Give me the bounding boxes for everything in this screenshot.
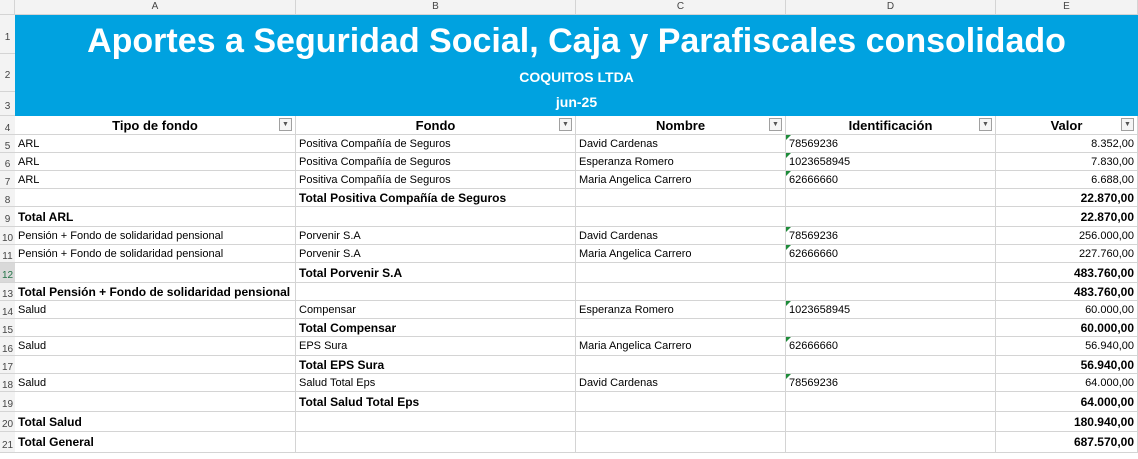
row-header[interactable]: 18 — [0, 374, 15, 392]
cell-fondo[interactable] — [296, 207, 576, 226]
cell-valor[interactable] — [996, 227, 1138, 244]
cell-text: Positiva Compañía de Seguros — [299, 137, 451, 150]
filter-dropdown-icon[interactable]: ▼ — [769, 118, 782, 131]
cell-text: Salud Total Eps — [299, 376, 376, 389]
cell-nombre[interactable] — [576, 432, 786, 452]
subtotal-row — [15, 319, 1138, 337]
cell-valor[interactable] — [996, 245, 1138, 262]
cell-text: Salud — [18, 376, 47, 389]
cell-text: Total Porvenir S.A — [299, 265, 403, 280]
cell-tipo-de-fondo[interactable] — [15, 392, 296, 411]
row-header[interactable]: 13 — [0, 283, 15, 301]
column-header-e[interactable]: E — [996, 0, 1138, 14]
table-header-row — [15, 116, 1138, 135]
cell-nombre[interactable] — [576, 135, 786, 152]
cell-identificacion[interactable] — [786, 319, 996, 336]
cell-text: Maria Angelica Carrero — [579, 340, 692, 352]
number-as-text-warning-icon[interactable] — [786, 227, 791, 232]
cell-text: Salud — [18, 340, 47, 352]
cell-text: 227.760,00 — [1078, 247, 1134, 260]
cell-text: ARL — [18, 155, 40, 168]
table-row — [15, 374, 1138, 392]
cell-tipo-de-fondo[interactable] — [15, 319, 296, 336]
row-header[interactable]: 12 — [0, 263, 15, 283]
cell-valor[interactable] — [996, 432, 1138, 452]
table-row — [15, 301, 1138, 319]
cell-text: Esperanza Romero — [579, 155, 674, 168]
total-row — [15, 283, 1138, 301]
cell-identificacion[interactable] — [786, 301, 996, 318]
cell-identificacion[interactable] — [786, 412, 996, 431]
filter-dropdown-icon[interactable]: ▼ — [559, 118, 572, 131]
cell-tipo-de-fondo[interactable] — [15, 227, 296, 244]
cell-text: 56.940,00 — [1085, 340, 1134, 352]
cell-text: Positiva Compañía de Seguros — [299, 173, 451, 186]
column-header-bar — [0, 0, 1138, 15]
cell-nombre[interactable] — [576, 263, 786, 282]
cell-text: Total Salud Total Eps — [299, 394, 420, 409]
cell-valor[interactable] — [996, 412, 1138, 431]
table-row — [15, 135, 1138, 153]
cell-valor[interactable] — [996, 135, 1138, 152]
total-row — [15, 432, 1138, 453]
cell-text: Total General — [18, 435, 94, 449]
cell-nombre[interactable] — [576, 301, 786, 318]
cell-text: David Cardenas — [579, 376, 658, 389]
cell-valor[interactable] — [996, 374, 1138, 391]
cell-nombre[interactable] — [576, 207, 786, 226]
report-period: jun-25 — [555, 94, 598, 110]
table-row — [15, 245, 1138, 263]
cell-text: Maria Angelica Carrero — [579, 247, 692, 260]
table-row — [15, 153, 1138, 171]
subtotal-row — [15, 263, 1138, 283]
cell-fondo[interactable] — [296, 337, 576, 355]
cell-text: 60.000,00 — [1085, 303, 1134, 316]
number-as-text-warning-icon[interactable] — [786, 301, 791, 306]
cell-fondo[interactable] — [296, 392, 576, 411]
row-header[interactable]: 15 — [0, 319, 15, 337]
cell-fondo[interactable] — [296, 374, 576, 391]
cell-text: David Cardenas — [579, 229, 658, 242]
cell-identificacion[interactable] — [786, 337, 996, 355]
report-banner — [15, 15, 1138, 116]
cell-nombre[interactable] — [576, 356, 786, 373]
cell-text: Maria Angelica Carrero — [579, 173, 692, 186]
cell-valor[interactable] — [996, 283, 1138, 300]
cell-tipo-de-fondo[interactable] — [15, 245, 296, 262]
cell-identificacion[interactable] — [786, 135, 996, 152]
row-header[interactable]: 4 — [0, 116, 15, 135]
cell-text: Porvenir S.A — [299, 247, 361, 260]
cell-tipo-de-fondo[interactable] — [15, 135, 296, 152]
cell-identificacion[interactable] — [786, 392, 996, 411]
cell-tipo-de-fondo[interactable] — [15, 356, 296, 373]
cell-text: Total EPS Sura — [299, 357, 385, 372]
select-all-corner[interactable] — [0, 0, 15, 14]
cell-identificacion[interactable] — [786, 432, 996, 452]
cell-text: 180.940,00 — [1073, 414, 1134, 429]
number-as-text-warning-icon[interactable] — [786, 374, 791, 379]
column-header-a[interactable]: A — [15, 0, 296, 14]
cell-valor[interactable] — [996, 207, 1138, 226]
cell-fondo[interactable] — [296, 227, 576, 244]
cell-text: Porvenir S.A — [299, 229, 361, 242]
cell-text: Esperanza Romero — [579, 303, 674, 316]
cell-fondo[interactable] — [296, 189, 576, 206]
subtotal-row — [15, 392, 1138, 412]
cell-valor[interactable] — [996, 319, 1138, 336]
cell-identificacion[interactable] — [786, 227, 996, 244]
cell-text: Total Pensión + Fondo de solidaridad pensional — [18, 284, 291, 299]
row-header[interactable]: 3 — [0, 92, 15, 116]
table-row — [15, 227, 1138, 245]
cell-text: 56.940,00 — [1080, 357, 1134, 372]
cell-valor[interactable] — [996, 153, 1138, 170]
cell-identificacion[interactable] — [786, 283, 996, 300]
company-name: COQUITOS LTDA — [519, 69, 634, 85]
cell-valor[interactable] — [996, 356, 1138, 373]
row-header[interactable]: 21 — [0, 432, 15, 453]
cell-text: EPS Sura — [299, 340, 348, 352]
cell-text: 64.000,00 — [1085, 376, 1134, 389]
cell-valor[interactable] — [996, 189, 1138, 206]
cell-identificacion[interactable] — [786, 207, 996, 226]
header-tipo-de-fondo[interactable]: Tipo de fondo ▼ — [15, 116, 296, 134]
cell-fondo[interactable] — [296, 135, 576, 152]
cell-text: Total Positiva Compañía de Seguros — [299, 190, 507, 205]
cell-fondo[interactable] — [296, 153, 576, 170]
row-header[interactable]: 16 — [0, 337, 15, 356]
cell-text: 60.000,00 — [1080, 320, 1134, 335]
cell-nombre[interactable] — [576, 412, 786, 431]
header-identificacion[interactable]: Identificación ▼ — [786, 116, 996, 134]
subtotal-row — [15, 189, 1138, 207]
cell-text: 256.000,00 — [1078, 229, 1134, 242]
column-header-d[interactable]: D — [786, 0, 996, 14]
filter-dropdown-icon[interactable]: ▼ — [279, 118, 292, 131]
cell-text: 1023658945 — [789, 303, 851, 316]
cell-tipo-de-fondo[interactable] — [15, 263, 296, 282]
cell-valor[interactable] — [996, 337, 1138, 355]
cell-valor[interactable] — [996, 171, 1138, 188]
header-nombre[interactable]: Nombre ▼ — [576, 116, 786, 134]
cell-identificacion[interactable] — [786, 374, 996, 391]
number-as-text-warning-icon[interactable] — [786, 153, 791, 158]
row-header[interactable]: 20 — [0, 412, 15, 432]
row-header[interactable]: 17 — [0, 356, 15, 374]
cell-tipo-de-fondo[interactable] — [15, 171, 296, 188]
cell-text: 6.688,00 — [1091, 173, 1134, 186]
cell-text: 687.570,00 — [1073, 435, 1134, 449]
cell-nombre[interactable] — [576, 171, 786, 188]
cell-text: Compensar — [299, 303, 356, 316]
cell-fondo[interactable] — [296, 356, 576, 373]
cell-tipo-de-fondo[interactable] — [15, 412, 296, 431]
row-header[interactable]: 11 — [0, 245, 15, 263]
cell-text: David Cardenas — [579, 137, 658, 150]
cell-identificacion[interactable] — [786, 245, 996, 262]
cell-fondo[interactable] — [296, 319, 576, 336]
cell-text: 7.830,00 — [1091, 155, 1134, 168]
column-header-c[interactable]: C — [576, 0, 786, 14]
number-as-text-warning-icon[interactable] — [786, 245, 791, 250]
cell-nombre[interactable] — [576, 392, 786, 411]
cell-nombre[interactable] — [576, 319, 786, 336]
cell-nombre[interactable] — [576, 245, 786, 262]
cell-valor[interactable] — [996, 263, 1138, 282]
cell-valor[interactable] — [996, 392, 1138, 411]
number-as-text-warning-icon[interactable] — [786, 337, 791, 342]
row-header[interactable]: 5 — [0, 135, 15, 153]
cell-nombre[interactable] — [576, 374, 786, 391]
cell-tipo-de-fondo[interactable] — [15, 301, 296, 318]
row-header[interactable]: 2 — [0, 54, 15, 92]
cell-identificacion[interactable] — [786, 263, 996, 282]
cell-text: Pensión + Fondo de solidaridad pensional — [18, 229, 224, 242]
cell-identificacion[interactable] — [786, 153, 996, 170]
header-valor[interactable]: Valor ▼ — [996, 116, 1138, 134]
cell-nombre[interactable] — [576, 227, 786, 244]
row-header[interactable]: 14 — [0, 301, 15, 319]
cell-text: Total Salud — [18, 414, 82, 429]
cell-fondo[interactable] — [296, 263, 576, 282]
header-fondo[interactable]: Fondo ▼ — [296, 116, 576, 134]
cell-tipo-de-fondo[interactable] — [15, 374, 296, 391]
cell-text: 62666660 — [789, 247, 838, 260]
cell-text: Pensión + Fondo de solidaridad pensional — [18, 247, 224, 260]
total-row — [15, 207, 1138, 227]
row-header[interactable]: 1 — [0, 15, 15, 54]
cell-tipo-de-fondo[interactable] — [15, 337, 296, 355]
cell-text: 78569236 — [789, 137, 838, 150]
cell-text: ARL — [18, 173, 40, 186]
total-row — [15, 412, 1138, 432]
table-row — [15, 171, 1138, 189]
filter-dropdown-icon[interactable]: ▼ — [979, 118, 992, 131]
cell-text: 22.870,00 — [1080, 190, 1134, 205]
cell-nombre[interactable] — [576, 337, 786, 355]
cell-fondo[interactable] — [296, 245, 576, 262]
cell-fondo[interactable] — [296, 301, 576, 318]
cell-text: ARL — [18, 137, 40, 150]
cell-tipo-de-fondo[interactable] — [15, 207, 296, 226]
cell-text: 64.000,00 — [1080, 394, 1134, 409]
cell-text: 78569236 — [789, 376, 838, 389]
row-header[interactable]: 9 — [0, 207, 15, 227]
row-header[interactable]: 6 — [0, 153, 15, 171]
cell-fondo[interactable] — [296, 283, 576, 300]
cell-fondo[interactable] — [296, 412, 576, 431]
row-header[interactable]: 19 — [0, 392, 15, 412]
cell-fondo[interactable] — [296, 171, 576, 188]
report-title: Aportes a Seguridad Social, Caja y Parafiscales consolidado — [87, 22, 1066, 60]
number-as-text-warning-icon[interactable] — [786, 135, 791, 140]
row-header[interactable]: 8 — [0, 189, 15, 207]
cell-fondo[interactable] — [296, 432, 576, 452]
cell-text: 62666660 — [789, 340, 838, 352]
cell-nombre[interactable] — [576, 153, 786, 170]
column-header-b[interactable]: B — [296, 0, 576, 14]
cell-text: 483.760,00 — [1073, 284, 1134, 299]
cell-tipo-de-fondo[interactable] — [15, 189, 296, 206]
cell-tipo-de-fondo[interactable] — [15, 432, 296, 452]
cell-text: 1023658945 — [789, 155, 851, 168]
cell-tipo-de-fondo[interactable] — [15, 153, 296, 170]
cell-text: 78569236 — [789, 229, 838, 242]
cell-identificacion[interactable] — [786, 189, 996, 206]
number-as-text-warning-icon[interactable] — [786, 171, 791, 176]
cell-text: Positiva Compañía de Seguros — [299, 155, 451, 168]
cell-text: 483.760,00 — [1073, 265, 1134, 280]
cell-identificacion[interactable] — [786, 356, 996, 373]
cell-text: 22.870,00 — [1080, 209, 1134, 224]
row-header[interactable]: 7 — [0, 171, 15, 189]
table-row — [15, 337, 1138, 356]
cell-text: Total Compensar — [299, 320, 397, 335]
subtotal-row — [15, 356, 1138, 374]
cell-nombre[interactable] — [576, 283, 786, 300]
cell-text: 62666660 — [789, 173, 838, 186]
cell-valor[interactable] — [996, 301, 1138, 318]
cell-nombre[interactable] — [576, 189, 786, 206]
filter-dropdown-icon[interactable]: ▼ — [1121, 118, 1134, 131]
row-header[interactable]: 10 — [0, 227, 15, 245]
cell-identificacion[interactable] — [786, 171, 996, 188]
cell-text: Salud — [18, 303, 47, 316]
cell-text: Total ARL — [18, 209, 74, 224]
cell-text: 8.352,00 — [1091, 137, 1134, 150]
cell-tipo-de-fondo[interactable] — [15, 283, 296, 300]
